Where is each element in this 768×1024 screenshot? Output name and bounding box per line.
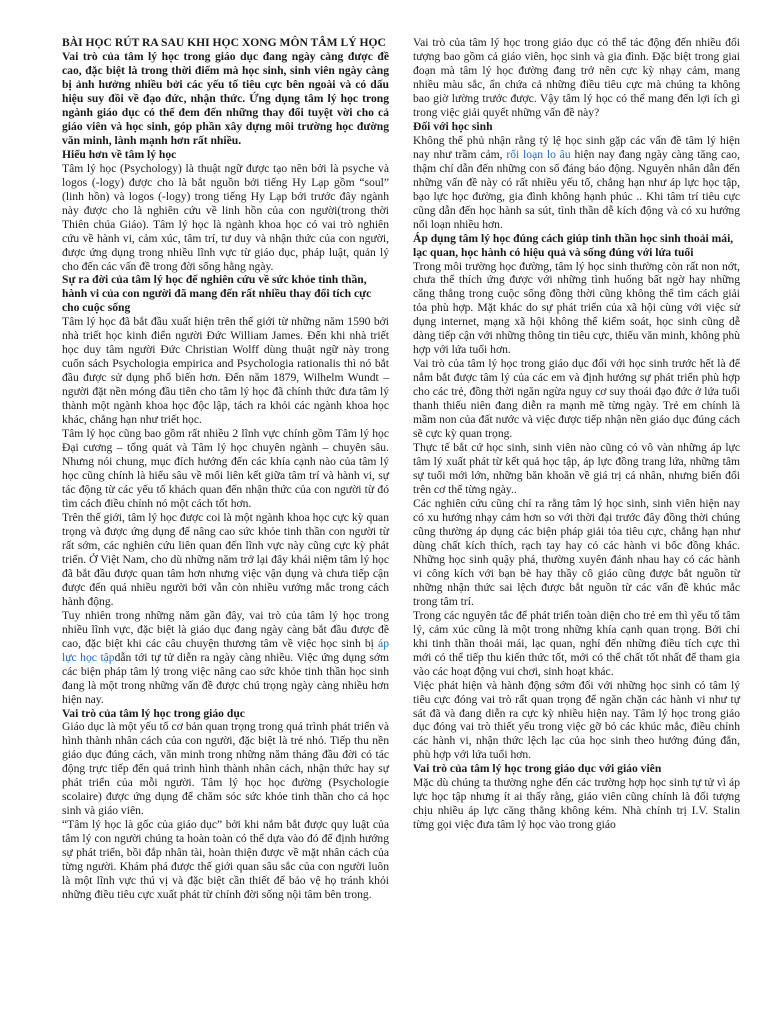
- text: dẫn tới tự tử diễn ra ngày càng nhiều. Việc ứng dụng sớm các biện pháp tâm lý trong việc nâng cao sức khỏe tinh thần học sinh đang là một trong những vấn đề được chú trọng ngày càng nhiều hơn hiện nay.: [62, 650, 389, 706]
- heading-role-in-education: Vai trò của tâm lý học trong giáo dục: [62, 706, 245, 720]
- paragraph: Mặc dù chúng ta thường nghe đến các trường hợp học sinh tự tử vì áp lực học tập nhưng ít ai thấy rằng, giáo viên cũng chính là đối tượng chịu nhiều áp lực căng thẳng không kém. Nhà chính trị I.V. Stalin từng gọi việc đưa tâm lý học vào trong giáo: [413, 776, 740, 832]
- heading-role-for-teachers: Vai trò của tâm lý học trong giáo dục với giáo viên: [413, 762, 662, 776]
- paragraph: Tâm lý học (Psychology) là thuật ngữ được tạo nên bởi là psyche và logos (-logy) được cho là bắt nguồn bởi tiếng Hy Lạp gồm “soul” (linh hồn) và logos (-logy) trong tiếng Hy Lạp bởi trước đây ngành này được cho là nghiên cứu về linh hồn của con người(trong thời Thiên chúa Giáo). Tâm lý học là ngành khoa học có vai trò nghiên cứu về hành vi, cảm xúc, tâm trí, tư duy và nhận thức của con người, được ứng dụng trong nhiều lĩnh vực từ giáo dục, pháp luật, quản lý cho đến các vấn đề trong đời sống hằng ngày.: [62, 161, 389, 273]
- paragraph: Trong các nguyên tắc để phát triển toàn diện cho trẻ em thì yếu tố tâm lý, cảm xúc cũng là một trong những khía cạnh quan trọng. Bởi chỉ khi tinh thần thoải mái, lạc quan, nghỉ đến những điều tích cực thì mới có thể tiếp thu kiến thức tốt, mới có thể chất tốt nhất để tham gia vào các hoạt động vui chơi, sinh hoạt khác.: [413, 608, 740, 678]
- paragraph-with-link: [62, 609, 389, 707]
- heading-for-students: Đối với học sinh: [413, 119, 493, 133]
- text: Tuy nhiên trong những năm gần đây, vai trò của tâm lý học trong nhiều lĩnh vực, đặc biệt là giáo dục đang ngày càng bắt đầu được đề cao, đặc biệt khi các câu chuyện thương tâm về việc học sinh bị: [62, 608, 389, 650]
- paragraph: Các nghiên cứu cũng chỉ ra rằng tâm lý học sinh, sinh viên hiện nay có xu hướng nhạy cảm hơn so với thời đại trước đây đồng thời chúng cũng thường áp dụng các biện pháp giải tỏa tiêu cực, chẳng hạn như dùng chất kích thích, rạch tay hay có các hành vi bốc đồng khác. Những học sinh quậy phá, thường xuyên đánh nhau hay có các hành vi công kích với bạn bè hay thầy cô giáo cũng được bắt nguồn từ những nhận thức sai lệch được bắt nguồn từ các vấn đề khúc mắc trong tâm trí.: [413, 496, 740, 608]
- right-column: [413, 36, 740, 1024]
- heading-apply-psychology: Áp dụng tâm lý học đúng cách giúp tinh thần học sinh thoải mái, lạc quan, học hành có hiệu quả và sống đúng với lứa tuổi: [413, 231, 734, 259]
- paragraph: Vai trò của tâm lý học trong giáo dục có thể tác động đến nhiều đối tượng bao gồm cả giáo viên, học sinh và gia đình. Đặc biệt trong giai đoạn mà tâm lý học đường đang trở nên cực kỳ nhạy cảm, mang nhiều màu sắc, ẩn chứa cả những điều tiêu cực mà chúng ta không bao giờ lường trước được. Vậy tâm lý học có thể mang đến lợi ích gì trong việc giải quyết những vấn đề này?: [413, 36, 740, 119]
- paragraph: Thực tế bắt cứ học sinh, sinh viên nào cũng có vô vàn những áp lực tâm lý xuất phát từ kết quả học tập, áp lực đồng trang lứa, những tâm sự tuổi mới lớn, những băn khoăn về giá trị cá nhân, nhưng biến đổi trên cơ thể từng ngày..: [413, 441, 740, 496]
- paragraph: “Tâm lý học là gốc của giáo dục” bởi khi nắm bắt được quy luật của tâm lý con người chúng ta hoàn toàn có thể dựa vào đó để định hướng sự phát triển, bồi đắp nhân tài, hoàn thiện được về mặt nhân cách của từng người. Khám phá được thế giới quan sâu sắc của con người luôn là một lĩnh vực thú vị và đặc biệt cần thiết để bảo vệ họ tránh khỏi những điều tiêu cực xuất phát từ chính đời sống nội tâm bên trong.: [62, 818, 389, 902]
- intro-paragraph: Vai trò của tâm lý học trong giáo dục đang ngày càng được đề cao, đặc biệt là trong thời điểm mà học sinh, sinh viên ngày càng bị ảnh hưởng nhiều bởi các yếu tố tiêu cực bên ngoài và có dấu hiệu suy đồi về đạo đức, nhận thức. Ứng dụng tâm lý học trong ngành giáo dục có thể đem đến những thay đổi tuyệt vời cho cả giáo viên và học sinh, góp phần xây dựng môi trường học đường văn minh, lành mạnh hơn rất nhiều.: [62, 49, 389, 147]
- left-column: [62, 36, 389, 1024]
- link-anxiety-disorder[interactable]: rối loạn lo âu: [506, 147, 571, 161]
- paragraph: Trên thế giới, tâm lý học được coi là một ngành khoa học cực kỳ quan trọng và được ứng dụng để nâng cao sức khỏe tinh thần con người từ rất sớm, các nghiên cứu liên quan đến lĩnh vực này cũng cực kỳ phát triển. Ở Việt Nam, cho dù những năm trở lại đây khái niệm tâm lý học đã bắt đầu được quan tâm hơn nhưng việc vận dụng và chưa tiếp cận được đến quá nhiều người bởi vẫn còn nhiều vướng mắc trong cách hành động.: [62, 510, 389, 608]
- paragraph: Trong môi trường học đường, tâm lý học sinh thường còn rất non nớt, chưa thể thích ứng được với những tình huống bất ngờ hay những căng thẳng trong cuộc sống đồng thời cũng không thể tìm cách giải tỏa phù hợp. Mặt khác do sự phát triển của xã hội cùng với việc sử dụng internet, mạng xã hội không thể kiểm soát, học sinh cũng dễ dàng tiếp cận với những thông tin tiêu cực, thiếu văn minh, không phù hợp với lứa tuổi hơn.: [413, 259, 740, 357]
- document-title: BÀI HỌC RÚT RA SAU KHI HỌC XONG MÔN TÂM LÝ HỌC: [62, 36, 386, 49]
- paragraph: Giáo dục là một yếu tố cơ bản quan trọng trong quá trình phát triển và hình thành nhân cách của con người, đặc biệt là trẻ nhỏ. Tiếp thu nền giáo dục đúng cách, văn minh trong những năm tháng đầu đời có tác động trực tiếp đến quá trình hình thành nhân cách, nhận thức hay sự phát triển của mỗi người. Tâm lý học học đường (Psychologie scolaire) được ứng dụng để chăm sóc sức khỏe tinh thần cho cả học sinh và giáo viên.: [62, 720, 389, 818]
- heading-birth-of-psychology: Sự ra đời của tâm lý học để nghiên cứu về sức khỏe tinh thần, hành vi của con người đã mang đến rất nhiều thay đổi tích cực cho cuộc sống: [62, 273, 372, 315]
- text: Không thể phủ nhận rằng tỷ lệ học sinh gặp các vấn đề tâm lý hiện nay như trầm cảm,: [413, 133, 740, 161]
- paragraph: Tâm lý học đã bắt đầu xuất hiện trên thế giới từ những năm 1590 bởi nhà triết học kinh điển người Đức William James. Đến khi nhà triết học duy tâm người Đức Christian Wolff dùng thuật ngữ này trong cuốn sách Psychologia empirica and Psychologia rationalis thì nó bắt đầu được sử dụng phổ biến hơn. Đến năm 1879, Wilhelm Wundt – người đặt nền móng đầu tiên cho tâm lý học đã chính thức đưa tâm lý thành một ngành khoa học độc lập, tách ra khỏi các ngành khoa học khác, chẳng hạn như triết học.: [62, 315, 389, 427]
- paragraph: Vai trò của tâm lý học trong giáo dục đối với học sinh trước hết là để nắm bắt được tâm lý của các em và định hướng sự phát triển phù hợp cho các trẻ, đồng thời ngăn ngừa nguy cơ suy thoái đạo đức ở lứa tuổi thanh thiếu niên đang diễn ra mạnh mẽ từng ngày. Trẻ em chính là mầm non của đất nước và việc được tiếp nhận nền giáo dục đúng cách sẽ cực kỳ quan trọng.: [413, 357, 740, 441]
- text: hiện nay đang ngày càng tăng cao, thậm chí dẫn đến những con số đáng báo động. Nguyên nhân dẫn đến những vấn đề này có rất nhiều yếu tố, chẳng hạn như áp lực học tập, bạo lực học đường, gia đình không hạnh phúc .. Khi tâm trí tiêu cực cũng dẫn đến học hành sa sút, tình thần dễ kích động và có xu hướng nổi loạn nhiều hơn.: [413, 147, 740, 231]
- paragraph: Việc phát hiện và hành động sớm đối với những học sinh có tâm lý tiêu cực đóng vai trò rất quan trọng để ngăn chặn các hành vi như tự sát đã và đang diễn ra cực kỳ nhiều hiện nay. Tâm lý học trong giáo dục đóng vai trò thiết yếu trong việc gỡ bỏ các khúc mắc, điều chỉnh các hành vi, nhận thức lệch lạc của học sinh theo hướng đúng đắn, phù hợp với lứa tuổi hơn.: [413, 678, 740, 762]
- paragraph-with-link: [413, 134, 740, 232]
- link-academic-pressure[interactable]: áp lực học tập: [62, 636, 389, 664]
- heading-understanding: Hiểu hơn về tâm lý học: [62, 147, 177, 161]
- paragraph: Tâm lý học cũng bao gồm rất nhiều 2 lĩnh vực chính gồm Tâm lý học Đại cương – tổng quát và Tâm lý học chuyên ngành – chuyên sâu. Nhưng nói chung, mục đích hướng đến các khía cạnh nào của tâm lý học cũng chính là hiểu sâu về mối liên kết giữa tâm trí và hành vi, sự tác động từ các yếu tố khách quan đến nhận thức của con người từ đó tìm cách điều chỉnh nó một cách tốt hơn.: [62, 427, 389, 510]
